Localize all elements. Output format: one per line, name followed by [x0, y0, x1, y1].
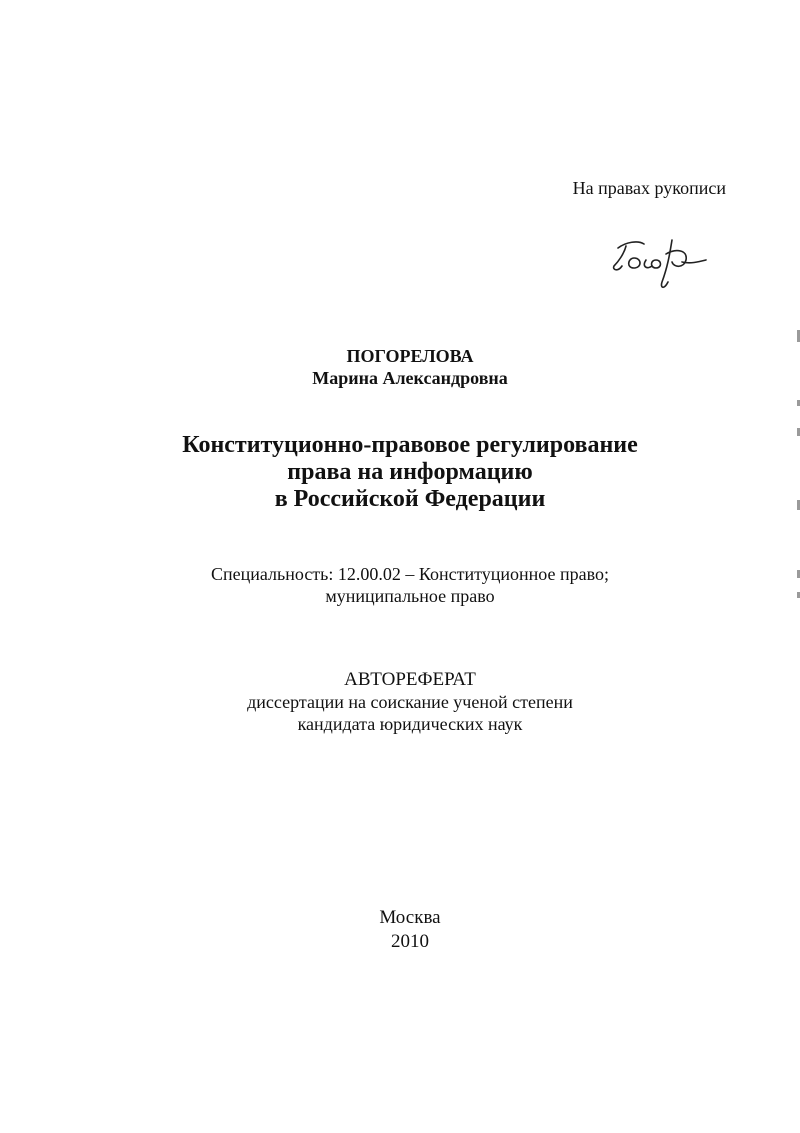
specialty	[0, 563, 800, 607]
city: Москва	[379, 907, 441, 928]
abstract-heading: АВТОРЕФЕРАТ	[344, 669, 476, 690]
title-line: Конституционно-правовое регулирование	[182, 432, 638, 458]
thesis-title	[0, 432, 800, 513]
abstract-line: кандидата юридических наук	[297, 714, 523, 734]
title-line: в Российской Федерации	[274, 486, 546, 512]
specialty-line: Специальность: 12.00.02 – Конституционное право;	[211, 564, 609, 584]
author-given-names: Марина Александровна	[312, 368, 508, 388]
abstract-block	[0, 669, 800, 735]
rights-notice: На правах рукописи	[572, 178, 726, 198]
handwritten-signature	[604, 232, 714, 296]
title-line: права на информацию	[287, 459, 533, 485]
abstract-line: диссертации на соискание ученой степени	[247, 692, 573, 712]
year: 2010	[391, 931, 429, 952]
place-and-year	[0, 906, 800, 954]
specialty-line: муниципальное право	[325, 586, 495, 606]
author-surname: ПОГОРЕЛОВА	[346, 346, 474, 366]
scan-edge-marks	[796, 320, 800, 620]
